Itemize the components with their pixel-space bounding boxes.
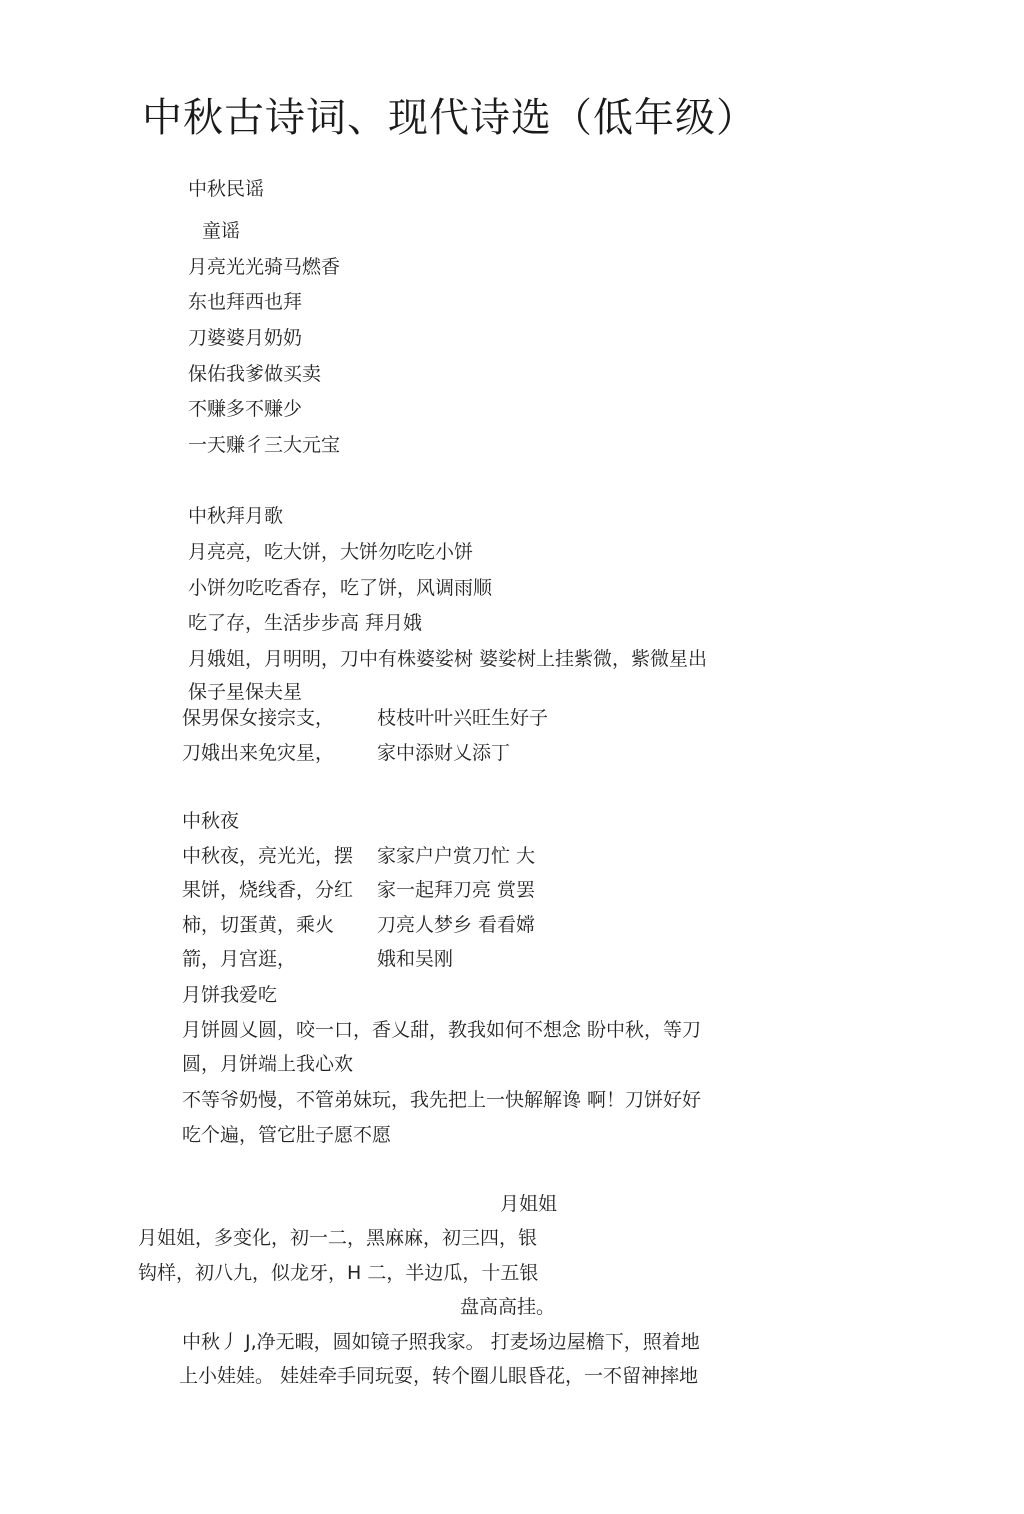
poem-line: 吃了存，生活步步高 拜月娥 <box>188 612 423 634</box>
poem-line-right-column: 娥和吴刚 <box>377 948 454 970</box>
poem-line-left-column: 刀娥出来免灾星， <box>182 742 335 764</box>
poem-heading-yuebing: 月饼我爱吃 <box>182 984 278 1006</box>
poem-line: 不等爷奶慢，不管弟妹玩，我先把上一快解解谗 啊！刀饼好好 <box>182 1089 702 1111</box>
poem-subheading-tongyao: 童谣 <box>202 220 241 242</box>
poem-line: 小饼勿吃吃香存，吃了饼，风调雨顺 <box>188 577 493 599</box>
poem-heading-baiyuege: 中秋拜月歌 <box>188 505 284 527</box>
poem-line: 保子星保夫星 <box>188 681 303 703</box>
poem-heading-zhongqiu-minyao: 中秋民谣 <box>188 178 265 200</box>
poem-line-right-column: 家家户户赏刀忙 大 <box>377 845 536 867</box>
poem-line: 盘高高挂。 <box>460 1296 556 1318</box>
poem-heading-zhongqiuye: 中秋夜 <box>182 810 240 832</box>
poem-line-right-column: 家一起拜刀亮 赏罢 <box>377 879 536 901</box>
poem-line-right-column: 枝枝叶叶兴旺生好子 <box>377 707 549 729</box>
poem-line: 月亮亮，吃大饼，大饼勿吃吃小饼 <box>188 541 474 563</box>
poem-line: 刀婆婆月奶奶 <box>188 327 303 349</box>
poem-line: 月亮光光骑马燃香 <box>188 256 341 278</box>
poem-line-left-column: 中秋夜，亮光光，摆 <box>182 845 354 867</box>
poem-line: 月饼圆乂圆，咬一口，香乂甜，教我如何不想念 盼中秋，等刀 <box>182 1019 702 1041</box>
poem-line-right-column: 家中添财乂添丁 <box>377 742 511 764</box>
poem-line: 钩样，初八九，似龙牙，H 二，半边瓜，十五银 <box>138 1262 539 1284</box>
poem-line: 月娥姐，月明明，刀中有株婆娑树 婆娑树上挂紫微，紫微星出 <box>188 648 708 670</box>
poem-line: 不赚多不赚少 <box>188 398 303 420</box>
poem-line-left-column: 果饼，烧线香，分红 <box>182 879 354 901</box>
poem-line: 上小娃娃。 娃娃牵手同玩耍，转个圈儿眼昏花，一不留神摔地 <box>179 1365 699 1387</box>
poem-heading-yuejiejie: 月姐姐 <box>500 1193 558 1215</box>
poem-line: 月姐姐，多变化，初一二，黑麻麻，初三四，银 <box>138 1227 538 1249</box>
poem-line: 一天赚彳三大元宝 <box>188 434 341 456</box>
poem-line: 圆，月饼端上我心欢 <box>182 1053 354 1075</box>
poem-line: 吃个遍，管它肚子愿不愿 <box>182 1124 392 1146</box>
poem-line: 保佑我爹做买卖 <box>188 363 322 385</box>
poem-line-left-column: 柿，切蛋黄，乘火 <box>182 914 335 936</box>
poem-line: 中秋丿 J,净无暇，圆如镜子照我家。 打麦场边屋檐下，照着地 <box>182 1331 700 1353</box>
poem-line-left-column: 保男保女接宗支， <box>182 707 335 729</box>
poem-line-right-column: 刀亮人梦乡 看看嫦 <box>377 914 536 936</box>
poem-line-left-column: 箭，月宫逛， <box>182 948 297 970</box>
page-title: 中秋古诗词、现代诗选（低年级） <box>142 95 757 141</box>
poem-line: 东也拜西也拜 <box>188 291 303 313</box>
